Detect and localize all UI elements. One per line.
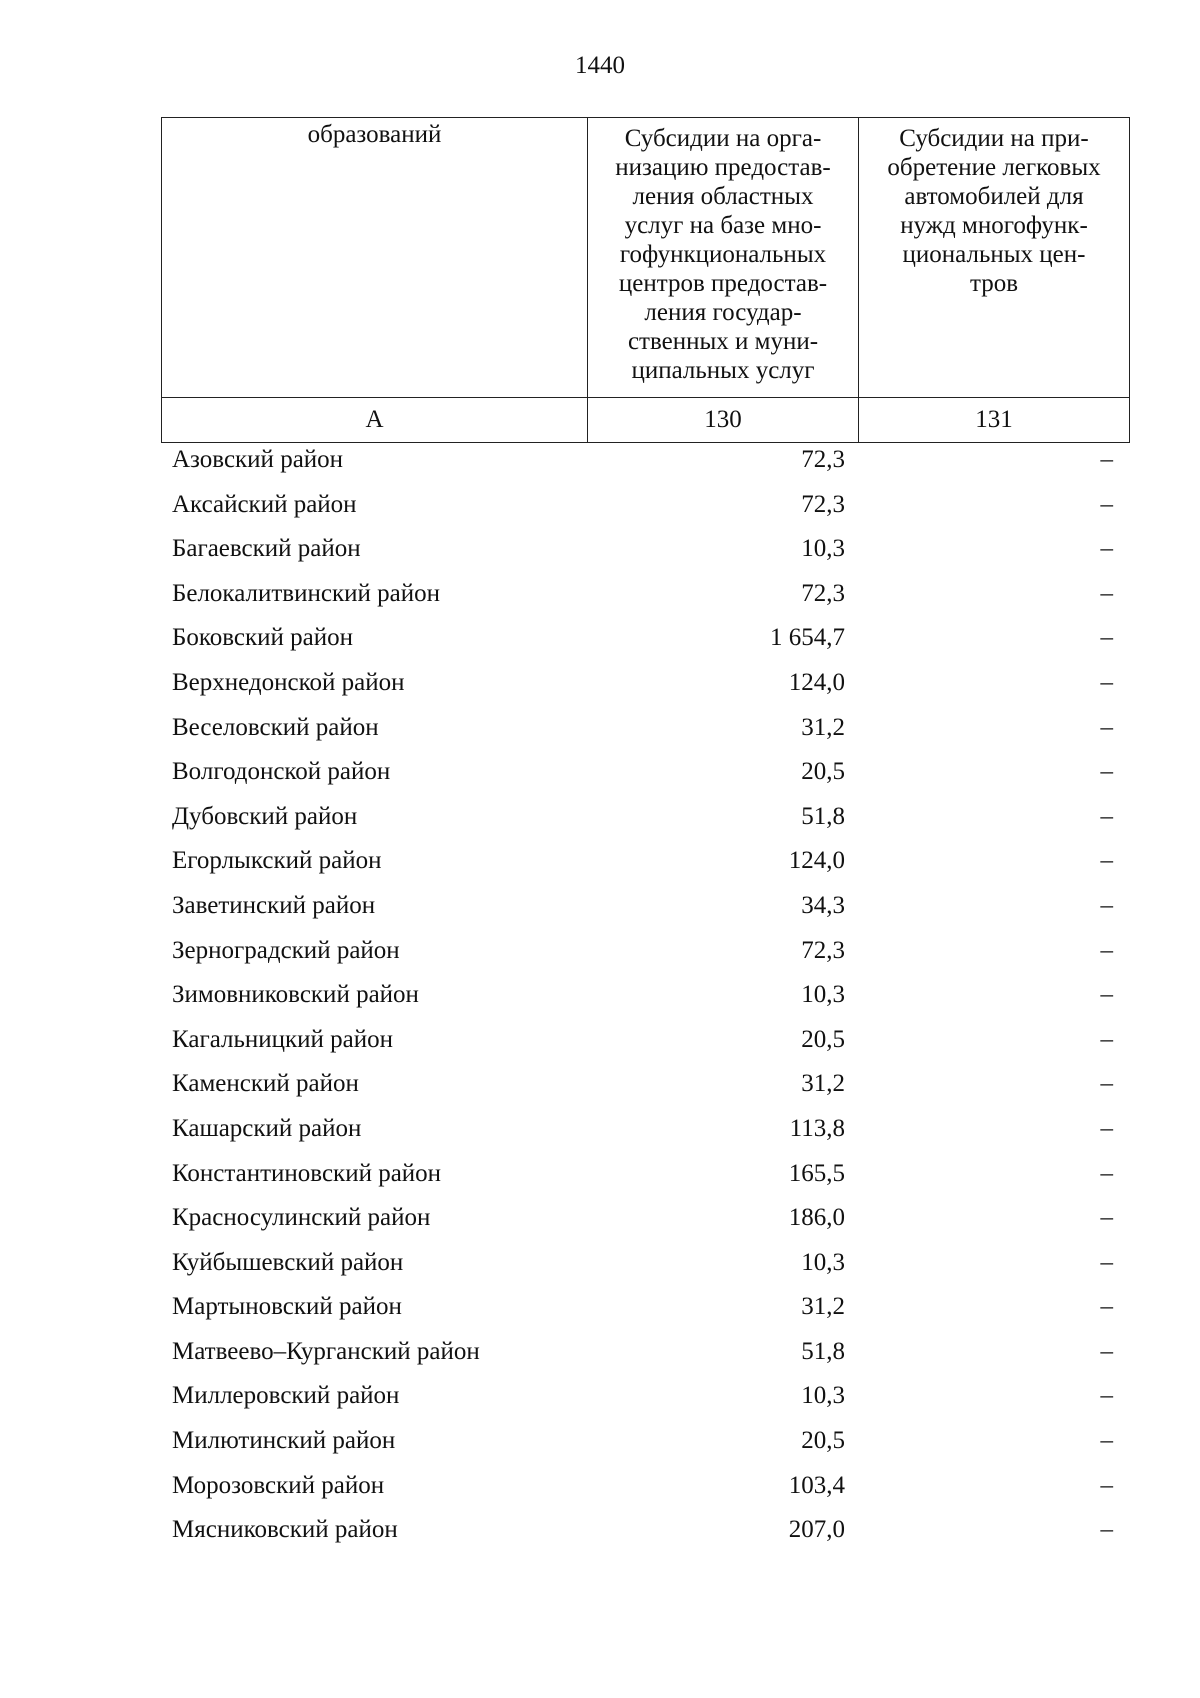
district-name: Белокалитвинский район (172, 579, 440, 607)
value-col-130: 124,0 (788, 668, 845, 696)
value-col-130: 10,3 (801, 1248, 845, 1276)
district-name: Константиновский район (172, 1159, 442, 1187)
value-col-131: – (1100, 713, 1113, 741)
header-line: обретение легковых (887, 154, 1101, 181)
header-col-131-text (859, 118, 1129, 298)
header-line: тров (969, 270, 1019, 297)
table-row (161, 442, 1125, 487)
header-line: ципальных услуг (631, 357, 815, 384)
table-row (161, 1468, 1125, 1513)
district-name: Красносулинский район (172, 1204, 431, 1232)
district-name: Дубовский район (172, 802, 358, 830)
value-col-130: 31,2 (801, 713, 845, 741)
header-line: ления государ- (644, 299, 802, 326)
value-col-131: – (1100, 891, 1113, 919)
value-col-130: 20,5 (801, 758, 845, 786)
district-name: Веселовский район (172, 713, 379, 741)
table-row (161, 1245, 1125, 1290)
value-col-131: – (1100, 1337, 1113, 1365)
value-col-130: 51,8 (801, 1337, 845, 1365)
header-line: центров предостав- (618, 270, 828, 297)
value-col-131: – (1100, 1293, 1113, 1321)
table-row (161, 531, 1125, 576)
value-col-131: – (1100, 1025, 1113, 1053)
header-line: Субсидии на орга- (624, 125, 822, 152)
value-col-130: 124,0 (788, 847, 845, 875)
value-col-131: – (1100, 1382, 1113, 1410)
district-name: Куйбышевский район (172, 1248, 404, 1276)
district-name: Миллеровский район (172, 1382, 400, 1410)
header-line: циональных цен- (902, 241, 1086, 268)
value-col-131: – (1100, 579, 1113, 607)
value-col-131: – (1100, 1204, 1113, 1232)
value-col-131: – (1100, 847, 1113, 875)
header-col-a: образований (162, 118, 588, 398)
value-col-131: – (1100, 1516, 1113, 1544)
value-col-130: 103,4 (788, 1471, 845, 1499)
column-number-130: 130 (588, 398, 859, 443)
header-col-131 (859, 118, 1130, 398)
table-row (161, 888, 1125, 933)
district-name: Зимовниковский район (172, 981, 419, 1009)
district-name: Багаевский район (172, 535, 361, 563)
value-col-130: 207,0 (788, 1516, 845, 1544)
table-row (161, 843, 1125, 888)
value-col-130: 1 654,7 (770, 624, 845, 652)
district-name: Егорлыкский район (172, 847, 382, 875)
value-col-130: 51,8 (801, 802, 845, 830)
table-header (161, 117, 1130, 443)
value-col-131: – (1100, 1248, 1113, 1276)
value-col-130: 34,3 (801, 891, 845, 919)
table-row (161, 487, 1125, 532)
header-line: автомобилей для (904, 183, 1084, 210)
value-col-131: – (1100, 1070, 1113, 1098)
page-number: 1440 (575, 52, 625, 79)
header-line: услуг на базе мно- (624, 212, 822, 239)
value-col-131: – (1100, 535, 1113, 563)
table-row (161, 799, 1125, 844)
value-col-130: 10,3 (801, 981, 845, 1009)
district-name: Кагальницкий район (172, 1025, 394, 1053)
district-name: Каменский район (172, 1070, 359, 1098)
district-name: Мясниковский район (172, 1516, 398, 1544)
value-col-130: 72,3 (801, 936, 845, 964)
table-row (161, 1111, 1125, 1156)
value-col-131: – (1100, 1427, 1113, 1455)
district-name: Морозовский район (172, 1471, 385, 1499)
header-line: ственных и муни- (627, 328, 819, 355)
header-line: ления областных (632, 183, 814, 210)
value-col-130: 72,3 (801, 579, 845, 607)
table-row (161, 1066, 1125, 1111)
value-col-131: – (1100, 668, 1113, 696)
column-number-a: А (162, 398, 588, 443)
district-name: Азовский район (172, 446, 344, 473)
district-name: Матвеево–Курганский район (172, 1337, 480, 1365)
table-row (161, 1200, 1125, 1245)
table-row (161, 576, 1125, 621)
table-row (161, 1423, 1125, 1468)
district-name: Волгодонской район (172, 758, 391, 786)
value-col-131: – (1100, 1471, 1113, 1499)
table-row (161, 710, 1125, 755)
table-row (161, 933, 1125, 978)
district-name: Заветинский район (172, 891, 376, 919)
value-col-131: – (1100, 446, 1113, 473)
value-col-130: 31,2 (801, 1070, 845, 1098)
district-name: Верхнедонской район (172, 668, 405, 696)
header-col-130-text (588, 118, 858, 385)
value-col-131: – (1100, 1114, 1113, 1142)
header-line: Субсидии на при- (899, 125, 1089, 152)
value-col-130: 72,3 (801, 446, 845, 473)
header-col-130 (588, 118, 859, 398)
table-row (161, 1334, 1125, 1379)
value-col-131: – (1100, 981, 1113, 1009)
value-col-131: – (1100, 936, 1113, 964)
district-name: Милютинский район (172, 1427, 396, 1455)
value-col-131: – (1100, 802, 1113, 830)
table-row (161, 1156, 1125, 1201)
district-name: Аксайский район (172, 490, 357, 518)
district-name: Мартыновский район (172, 1293, 402, 1321)
value-col-130: 20,5 (801, 1025, 845, 1053)
data-table-body (161, 442, 1125, 1557)
column-number-row (162, 398, 1130, 443)
header-line: нужд многофунк- (900, 212, 1088, 239)
value-col-130: 10,3 (801, 1382, 845, 1410)
header-row (162, 118, 1130, 398)
table-row (161, 977, 1125, 1022)
value-col-130: 72,3 (801, 490, 845, 518)
value-col-131: – (1100, 490, 1113, 518)
table-row (161, 1289, 1125, 1334)
value-col-130: 165,5 (788, 1159, 845, 1187)
header-line: низацию предостав- (615, 154, 831, 181)
value-col-130: 186,0 (788, 1204, 845, 1232)
value-col-131: – (1100, 1159, 1113, 1187)
value-col-131: – (1100, 624, 1113, 652)
table-row (161, 1022, 1125, 1067)
value-col-130: 20,5 (801, 1427, 845, 1455)
district-name: Зерноградский район (172, 936, 400, 964)
table-row (161, 620, 1125, 665)
district-name: Боковский район (172, 624, 353, 652)
table-row (161, 1512, 1125, 1557)
table-row (161, 665, 1125, 710)
value-col-130: 113,8 (789, 1114, 845, 1142)
table-row (161, 1378, 1125, 1423)
header-line: гофункциональных (619, 241, 827, 268)
value-col-130: 10,3 (801, 535, 845, 563)
value-col-130: 31,2 (801, 1293, 845, 1321)
district-name: Кашарский район (172, 1114, 362, 1142)
table-row (161, 754, 1125, 799)
value-col-131: – (1100, 758, 1113, 786)
column-number-131: 131 (859, 398, 1130, 443)
